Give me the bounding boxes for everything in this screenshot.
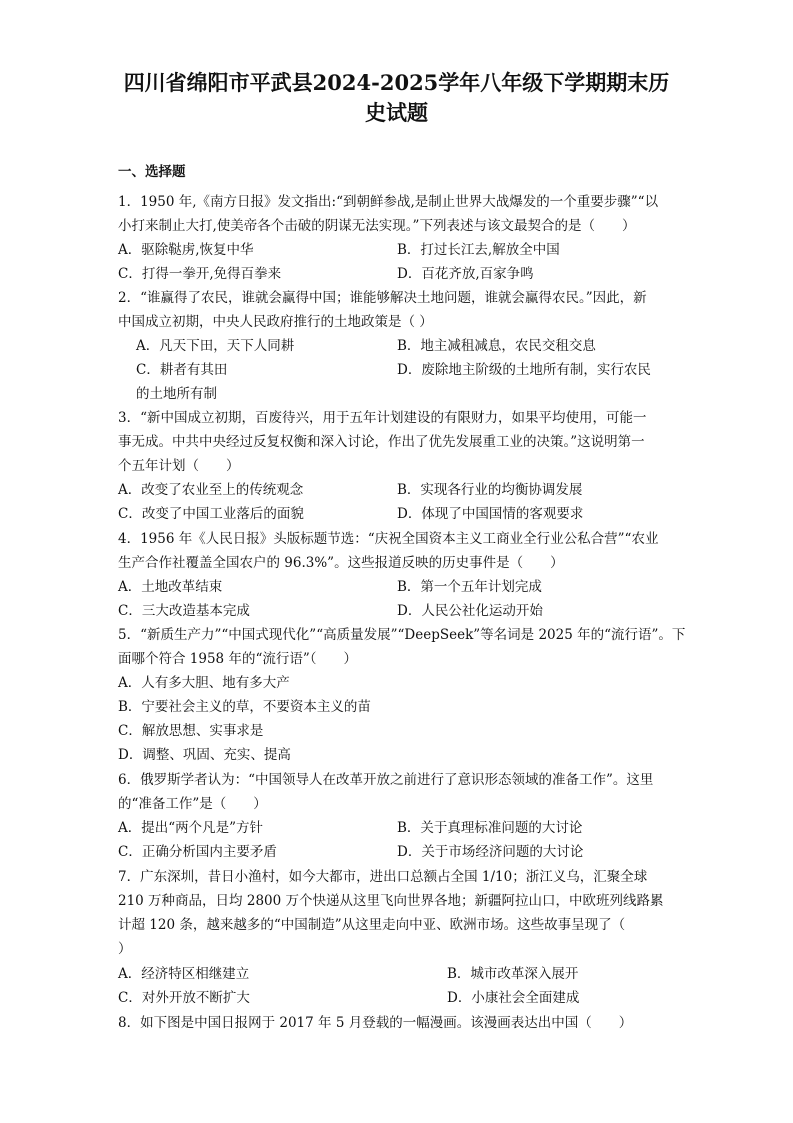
q7-option-c: C．对外开放不断扩大 xyxy=(118,990,250,1006)
q1-option-c: C．打得一拳开,免得百拳来 xyxy=(118,266,282,282)
q8-stem: 8．如下图是中国日报网于 2017 年 5 月登载的一幅漫画。该漫画表达出中国（ ） xyxy=(118,1015,633,1031)
q6-option-d: D．关于市场经济问题的大讨论 xyxy=(397,844,584,860)
q4-option-c: C．三大改造基本完成 xyxy=(118,603,250,619)
q4-option-a: A．土地改革结束 xyxy=(118,579,223,595)
q6-option-c: C．正确分析国内主要矛盾 xyxy=(118,844,277,860)
q7-option-d: D．小康社会全面建成 xyxy=(447,990,580,1006)
q2-option-b: B．地主减租减息，农民交租交息 xyxy=(397,338,596,354)
q6-stem-cont: 的“准备工作”是（ ） xyxy=(118,796,267,812)
q2-stem: 2．“谁赢得了农民，谁就会赢得中国；谁能够解决土地问题，谁就会赢得农民。”因此，新 xyxy=(118,290,647,306)
q5-option-b: B．宁要社会主义的草，不要资本主义的苗 xyxy=(118,699,371,715)
q1-stem-cont: 小打来制止大打,使美帝各个击破的阴谋无法实现。”下列表述与该文最契合的是（ ） xyxy=(118,218,636,234)
q3-option-a: A．改变了农业至上的传统观念 xyxy=(118,482,304,498)
q3-stem: 3．“新中国成立初期，百废待兴，用于五年计划建设的有限财力，如果平均使用，可能一 xyxy=(118,410,647,426)
q5-option-a: A．人有多大胆、地有多大产 xyxy=(118,675,290,691)
q1-option-a: A．驱除鞑虏,恢复中华 xyxy=(118,242,254,258)
q2-option-d: D．废除地主阶级的土地所有制，实行农民 xyxy=(397,362,651,378)
q1-stem: 1．1950 年,《南方日报》发文指出:“到朝鲜参战,是制止世界大战爆发的一个重要步骤”“以 xyxy=(118,194,659,210)
q7-stem-cont: 210 万种商品，日均 2800 万个快递从这里飞向世界各地；新疆阿拉山口，中欧班列线路累 xyxy=(118,893,664,909)
q7-option-a: A．经济特区相继建立 xyxy=(118,966,250,982)
q6-option-b: B．关于真理标准问题的大讨论 xyxy=(397,820,583,836)
q7-stem-cont2: 计超 120 条，越来越多的“中国制造”从这里走向中亚、欧洲市场。这些故事呈现了（ xyxy=(118,917,626,933)
q7-option-b: B．城市改革深入展开 xyxy=(447,966,579,982)
q4-stem-cont: 生产合作社覆盖全国农户的 96.3%”。这些报道反映的历史事件是（ ） xyxy=(118,555,564,571)
exam-title-line1: 四川省绵阳市平武县2024-2025学年八年级下学期期末历 xyxy=(123,70,670,95)
q3-option-d: D．体现了中国国情的客观要求 xyxy=(397,506,584,522)
q3-stem-cont: 事无成。中共中央经过反复权衡和深入讨论，作出了优先发展重工业的决策。”这说明第一 xyxy=(118,434,645,450)
q5-stem: 5．“新质生产力”“中国式现代化”“高质量发展”“DeepSeek”等名词是 2025 年的“流行语”。下 xyxy=(118,627,686,643)
q2-option-a: A．凡天下田，天下人同耕 xyxy=(136,338,295,354)
q5-option-c: C．解放思想、实事求是 xyxy=(118,723,264,739)
q3-option-b: B．实现各行业的均衡协调发展 xyxy=(397,482,583,498)
q2-option-c: C．耕者有其田 xyxy=(136,362,228,378)
q4-stem: 4．1956 年《人民日报》头版标题节选：“庆祝全国资本主义工商业全行业公私合营”“农业 xyxy=(118,531,659,547)
q2-stem-cont: 中国成立初期，中央人民政府推行的土地政策是（ ） xyxy=(118,314,433,330)
q7-stem: 7．广东深圳，昔日小渔村，如今大都市，进出口总额占全国 1/10；浙江义乌，汇聚全球 xyxy=(118,869,648,885)
q6-option-a: A．提出“两个凡是”方针 xyxy=(118,820,264,836)
section-heading: 一、选择题 xyxy=(118,164,186,180)
q1-option-b: B．打过长江去,解放全中国 xyxy=(397,242,560,258)
q5-stem-cont: 面哪个符合 1958 年的“流行语”（ ） xyxy=(118,651,357,667)
q7-stem-cont3: ） xyxy=(118,941,132,957)
q6-stem: 6．俄罗斯学者认为：“中国领导人在改革开放之前进行了意识形态领域的准备工作”。这里 xyxy=(118,772,654,788)
q3-option-c: C．改变了中国工业落后的面貌 xyxy=(118,506,304,522)
q4-option-b: B．第一个五年计划完成 xyxy=(397,579,542,595)
q4-option-d: D．人民公社化运动开始 xyxy=(397,603,543,619)
exam-title-line2: 史试题 xyxy=(365,100,428,125)
q5-option-d: D．调整、巩固、充实、提高 xyxy=(118,747,291,763)
q2-option-d-cont: 的土地所有制 xyxy=(136,386,217,402)
q3-stem-cont2: 个五年计划（ ） xyxy=(118,458,240,474)
q1-option-d: D．百花齐放,百家争鸣 xyxy=(397,266,534,282)
